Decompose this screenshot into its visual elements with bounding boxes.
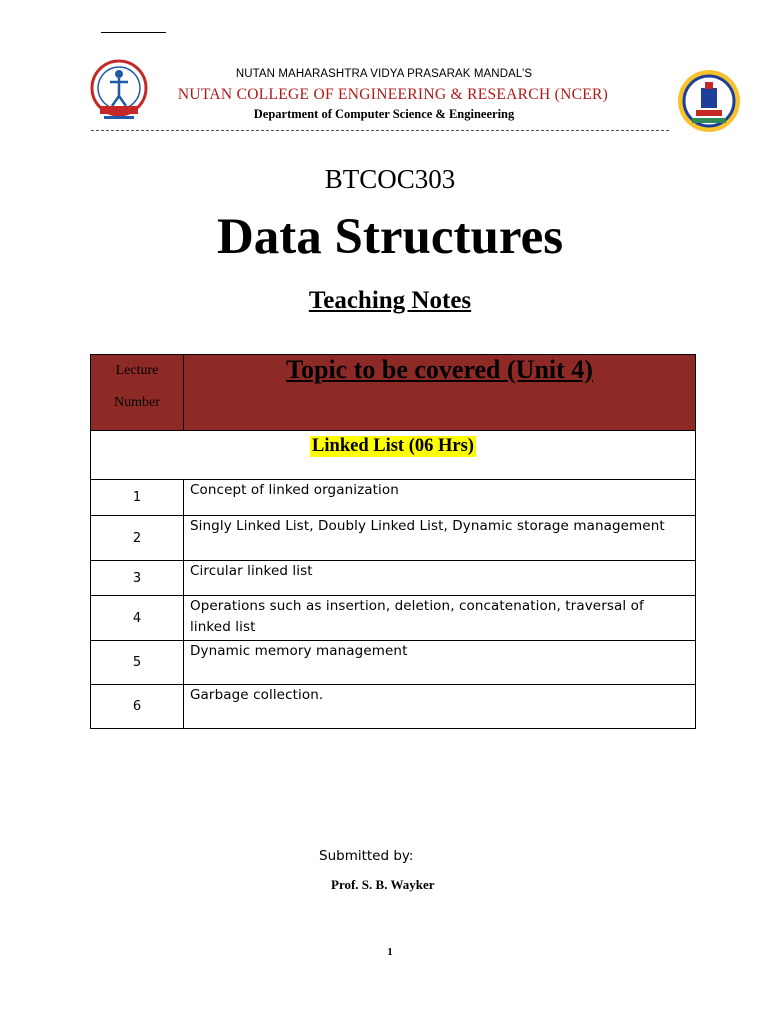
topic-header: Topic to be covered (Unit 4)	[184, 355, 696, 431]
unit-cell	[91, 431, 696, 480]
lecture-number: 5	[91, 641, 184, 685]
course-title: Data Structures	[216, 209, 564, 265]
lecture-number: 1	[91, 480, 184, 516]
lecture-topic: Circular linked list	[184, 561, 696, 596]
submitted-by-label: Submitted by:	[319, 848, 414, 864]
submitted-by-name: Prof. S. B. Wayker	[331, 877, 435, 892]
lecture-header-line2: Number	[114, 395, 160, 410]
top-rule-line	[101, 32, 166, 33]
lecture-number: 2	[91, 516, 184, 561]
course-code: BTCOC303	[324, 164, 456, 194]
document-type: Teaching Notes	[308, 287, 472, 314]
lecture-topic: Operations such as insertion, deletion, concatenation, traversal of linked list	[184, 596, 696, 641]
society-name: NUTAN MAHARASHTRA VIDYA PRASARAK MANDAL’S	[235, 68, 533, 80]
lecture-topic: Dynamic memory management	[184, 641, 696, 685]
lecture-number: 4	[91, 596, 184, 641]
lecture-header-line1: Lecture	[115, 363, 159, 378]
page-number: 1	[387, 946, 393, 958]
table-header-row	[91, 355, 696, 431]
table-row	[91, 596, 696, 641]
table-row	[91, 685, 696, 729]
college-name: NUTAN COLLEGE OF ENGINEERING & RESEARCH (NCER)	[177, 86, 609, 103]
unit-row	[91, 431, 696, 480]
lecture-number-header	[91, 355, 184, 431]
header-divider	[91, 130, 669, 131]
lecture-topic: Garbage collection.	[184, 685, 696, 729]
table-row	[91, 516, 696, 561]
table-row	[91, 641, 696, 685]
department-name: Department of Computer Science & Engineering	[253, 107, 515, 121]
lecture-number: 3	[91, 561, 184, 596]
topics-table	[90, 354, 696, 729]
lecture-topic: Concept of linked organization	[184, 480, 696, 516]
lecture-topic: Singly Linked List, Doubly Linked List, Dynamic storage management	[184, 516, 696, 561]
lecture-number: 6	[91, 685, 184, 729]
table-row	[91, 561, 696, 596]
unit-label: Linked List (06 Hrs)	[312, 436, 474, 456]
table-row	[91, 480, 696, 516]
